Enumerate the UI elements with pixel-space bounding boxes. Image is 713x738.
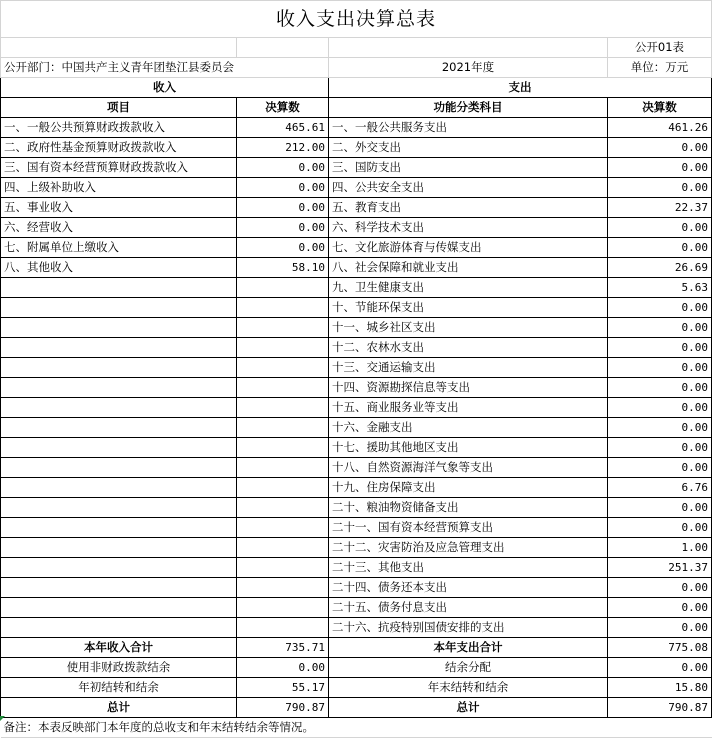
income-amount-cell[interactable] xyxy=(237,378,329,398)
summary-income-label[interactable]: 总计 xyxy=(1,698,237,718)
expense-amount-cell[interactable]: 0.00 xyxy=(608,498,712,518)
expense-amount-cell[interactable]: 0.00 xyxy=(608,178,712,198)
expense-item-cell[interactable]: 七、文化旅游体育与传媒支出 xyxy=(329,238,608,258)
income-amount-cell[interactable]: 212.00 xyxy=(237,138,329,158)
expense-amount-cell[interactable]: 0.00 xyxy=(608,218,712,238)
income-amount-cell[interactable] xyxy=(237,478,329,498)
page-title: 收入支出决算总表 xyxy=(1,1,712,38)
unit-label[interactable]: 单位：万元 xyxy=(608,58,712,78)
summary-row xyxy=(1,698,712,718)
income-item-cell[interactable] xyxy=(1,398,237,418)
expense-item-cell[interactable]: 二十五、债务付息支出 xyxy=(329,598,608,618)
expense-item-cell[interactable]: 十四、资源勘探信息等支出 xyxy=(329,378,608,398)
income-amount-cell[interactable] xyxy=(237,498,329,518)
summary-expense-label[interactable]: 年末结转和结余 xyxy=(329,678,608,698)
expense-item-header[interactable]: 功能分类科目 xyxy=(329,98,608,118)
table-row xyxy=(1,418,712,438)
table-row xyxy=(1,118,712,138)
table-row xyxy=(1,498,712,518)
income-item-cell[interactable] xyxy=(1,618,237,638)
income-amount-cell[interactable] xyxy=(237,438,329,458)
income-item-cell[interactable] xyxy=(1,338,237,358)
income-amount-cell[interactable] xyxy=(237,278,329,298)
expense-item-cell[interactable]: 十一、城乡社区支出 xyxy=(329,318,608,338)
expense-item-cell[interactable]: 十八、自然资源海洋气象等支出 xyxy=(329,458,608,478)
income-item-cell[interactable]: 八、其他收入 xyxy=(1,258,237,278)
income-item-cell[interactable] xyxy=(1,358,237,378)
fiscal-year[interactable]: 2021年度 xyxy=(329,58,608,78)
empty-cell[interactable] xyxy=(237,38,329,58)
income-item-cell[interactable] xyxy=(1,378,237,398)
expense-item-cell[interactable]: 三、国防支出 xyxy=(329,158,608,178)
expense-amount-cell[interactable]: 22.37 xyxy=(608,198,712,218)
expense-item-cell[interactable]: 五、教育支出 xyxy=(329,198,608,218)
income-item-cell[interactable] xyxy=(1,318,237,338)
income-amount-cell[interactable]: 465.61 xyxy=(237,118,329,138)
income-item-cell[interactable] xyxy=(1,598,237,618)
income-amount-cell[interactable] xyxy=(237,518,329,538)
expense-item-cell[interactable]: 十六、金融支出 xyxy=(329,418,608,438)
expense-amount-cell[interactable]: 0.00 xyxy=(608,518,712,538)
table-row xyxy=(1,138,712,158)
summary-row xyxy=(1,658,712,678)
comment-indicator-icon xyxy=(0,716,5,721)
income-amount-cell[interactable] xyxy=(237,538,329,558)
table-row xyxy=(1,298,712,318)
table-row xyxy=(1,618,712,638)
table-row xyxy=(1,558,712,578)
income-amount-cell[interactable] xyxy=(237,558,329,578)
expense-item-cell[interactable]: 九、卫生健康支出 xyxy=(329,278,608,298)
expense-amount-cell[interactable]: 0.00 xyxy=(608,578,712,598)
table-row xyxy=(1,518,712,538)
summary-income-label[interactable]: 使用非财政拨款结余 xyxy=(1,658,237,678)
expense-amount-cell[interactable]: 0.00 xyxy=(608,458,712,478)
income-item-cell[interactable]: 四、上级补助收入 xyxy=(1,178,237,198)
expense-item-cell[interactable]: 十二、农林水支出 xyxy=(329,338,608,358)
table-row xyxy=(1,578,712,598)
table-row xyxy=(1,218,712,238)
expense-amount-cell[interactable]: 0.00 xyxy=(608,438,712,458)
income-amount-header[interactable]: 决算数 xyxy=(237,98,329,118)
summary-expense-value[interactable]: 775.08 xyxy=(608,638,712,658)
expense-item-cell[interactable]: 十五、商业服务业等支出 xyxy=(329,398,608,418)
summary-expense-label[interactable]: 本年支出合计 xyxy=(329,638,608,658)
table-row xyxy=(1,458,712,478)
income-item-cell[interactable]: 三、国有资本经营预算财政拨款收入 xyxy=(1,158,237,178)
expense-amount-cell[interactable]: 0.00 xyxy=(608,358,712,378)
income-item-cell[interactable]: 六、经营收入 xyxy=(1,218,237,238)
expense-amount-cell[interactable]: 0.00 xyxy=(608,238,712,258)
expense-amount-cell[interactable]: 26.69 xyxy=(608,258,712,278)
expense-amount-cell[interactable]: 0.00 xyxy=(608,138,712,158)
table-row xyxy=(1,538,712,558)
empty-cell[interactable] xyxy=(1,38,237,58)
income-item-cell[interactable] xyxy=(1,538,237,558)
income-item-cell[interactable]: 七、附属单位上缴收入 xyxy=(1,238,237,258)
income-amount-cell[interactable]: 0.00 xyxy=(237,198,329,218)
summary-income-value[interactable]: 55.17 xyxy=(237,678,329,698)
expense-item-cell[interactable]: 二十三、其他支出 xyxy=(329,558,608,578)
table-row xyxy=(1,178,712,198)
table-row xyxy=(1,398,712,418)
table-row xyxy=(1,338,712,358)
income-item-cell[interactable]: 五、事业收入 xyxy=(1,198,237,218)
expense-item-cell[interactable]: 四、公共安全支出 xyxy=(329,178,608,198)
table-row xyxy=(1,318,712,338)
income-amount-cell[interactable]: 0.00 xyxy=(237,158,329,178)
expense-amount-cell[interactable]: 6.76 xyxy=(608,478,712,498)
expense-item-cell[interactable]: 二十、粮油物资储备支出 xyxy=(329,498,608,518)
income-amount-cell[interactable] xyxy=(237,358,329,378)
expense-item-cell[interactable]: 十、节能环保支出 xyxy=(329,298,608,318)
income-amount-cell[interactable] xyxy=(237,298,329,318)
income-amount-cell[interactable]: 58.10 xyxy=(237,258,329,278)
income-item-cell[interactable] xyxy=(1,518,237,538)
form-code[interactable]: 公开01表 xyxy=(608,38,712,58)
income-item-cell[interactable] xyxy=(1,478,237,498)
income-item-cell[interactable] xyxy=(1,278,237,298)
income-item-cell[interactable] xyxy=(1,298,237,318)
summary-row xyxy=(1,678,712,698)
expense-amount-header[interactable]: 决算数 xyxy=(608,98,712,118)
expense-amount-cell[interactable]: 251.37 xyxy=(608,558,712,578)
income-amount-cell[interactable] xyxy=(237,598,329,618)
expense-amount-cell[interactable]: 0.00 xyxy=(608,418,712,438)
expense-amount-cell[interactable]: 1.00 xyxy=(608,538,712,558)
table-row xyxy=(1,158,712,178)
table-row xyxy=(1,278,712,298)
income-item-cell[interactable] xyxy=(1,578,237,598)
expense-item-cell[interactable]: 二十六、抗疫特别国债安排的支出 xyxy=(329,618,608,638)
expense-amount-cell[interactable]: 5.63 xyxy=(608,278,712,298)
expense-amount-cell[interactable]: 461.26 xyxy=(608,118,712,138)
summary-expense-label[interactable]: 结余分配 xyxy=(329,658,608,678)
income-item-header[interactable]: 项目 xyxy=(1,98,237,118)
department-label[interactable]: 公开部门：中国共产主义青年团垫江县委员会 xyxy=(1,58,329,78)
summary-expense-value[interactable]: 0.00 xyxy=(608,658,712,678)
income-amount-cell[interactable] xyxy=(237,578,329,598)
table-row xyxy=(1,198,712,218)
summary-income-label[interactable]: 年初结转和结余 xyxy=(1,678,237,698)
table-row xyxy=(1,258,712,278)
income-amount-cell[interactable] xyxy=(237,458,329,478)
summary-expense-value[interactable]: 15.80 xyxy=(608,678,712,698)
expense-item-cell[interactable]: 二十二、灾害防治及应急管理支出 xyxy=(329,538,608,558)
empty-cell[interactable] xyxy=(329,38,608,58)
expense-amount-cell[interactable]: 0.00 xyxy=(608,618,712,638)
income-item-cell[interactable] xyxy=(1,438,237,458)
expense-item-cell[interactable]: 八、社会保障和就业支出 xyxy=(329,258,608,278)
summary-row xyxy=(1,638,712,658)
footnote[interactable]: 备注：本表反映部门本年度的总收支和年末结转结余等情况。 xyxy=(1,718,712,738)
expense-amount-cell[interactable]: 0.00 xyxy=(608,338,712,358)
income-amount-cell[interactable] xyxy=(237,418,329,438)
summary-income-label[interactable]: 本年收入合计 xyxy=(1,638,237,658)
expense-amount-cell[interactable]: 0.00 xyxy=(608,598,712,618)
income-item-cell[interactable] xyxy=(1,418,237,438)
income-item-cell[interactable]: 二、政府性基金预算财政拨款收入 xyxy=(1,138,237,158)
expense-item-cell[interactable]: 十七、援助其他地区支出 xyxy=(329,438,608,458)
summary-expense-label[interactable]: 总计 xyxy=(329,698,608,718)
income-section-header[interactable]: 收入 xyxy=(1,78,329,98)
income-item-cell[interactable] xyxy=(1,458,237,478)
expense-item-cell[interactable]: 六、科学技术支出 xyxy=(329,218,608,238)
income-item-cell[interactable] xyxy=(1,558,237,578)
summary-expense-value[interactable]: 790.87 xyxy=(608,698,712,718)
income-item-cell[interactable]: 一、一般公共预算财政拨款收入 xyxy=(1,118,237,138)
table-row xyxy=(1,378,712,398)
summary-income-value[interactable]: 735.71 xyxy=(237,638,329,658)
summary-income-value[interactable]: 790.87 xyxy=(237,698,329,718)
expense-section-header[interactable]: 支出 xyxy=(329,78,712,98)
expense-amount-cell[interactable]: 0.00 xyxy=(608,298,712,318)
income-amount-cell[interactable]: 0.00 xyxy=(237,238,329,258)
table-row xyxy=(1,238,712,258)
income-amount-cell[interactable] xyxy=(237,398,329,418)
expense-item-cell[interactable]: 二十四、债务还本支出 xyxy=(329,578,608,598)
expense-amount-cell[interactable]: 0.00 xyxy=(608,318,712,338)
expense-item-cell[interactable]: 十九、住房保障支出 xyxy=(329,478,608,498)
expense-item-cell[interactable]: 一、一般公共服务支出 xyxy=(329,118,608,138)
expense-item-cell[interactable]: 二十一、国有资本经营预算支出 xyxy=(329,518,608,538)
income-amount-cell[interactable]: 0.00 xyxy=(237,218,329,238)
expense-amount-cell[interactable]: 0.00 xyxy=(608,378,712,398)
income-amount-cell[interactable] xyxy=(237,338,329,358)
expense-amount-cell[interactable]: 0.00 xyxy=(608,398,712,418)
income-amount-cell[interactable]: 0.00 xyxy=(237,178,329,198)
expense-item-cell[interactable]: 十三、交通运输支出 xyxy=(329,358,608,378)
summary-income-value[interactable]: 0.00 xyxy=(237,658,329,678)
table-row xyxy=(1,598,712,618)
expense-item-cell[interactable]: 二、外交支出 xyxy=(329,138,608,158)
table-row xyxy=(1,438,712,458)
income-amount-cell[interactable] xyxy=(237,618,329,638)
table-row xyxy=(1,478,712,498)
income-amount-cell[interactable] xyxy=(237,318,329,338)
expense-amount-cell[interactable]: 0.00 xyxy=(608,158,712,178)
table-row xyxy=(1,358,712,378)
income-item-cell[interactable] xyxy=(1,498,237,518)
